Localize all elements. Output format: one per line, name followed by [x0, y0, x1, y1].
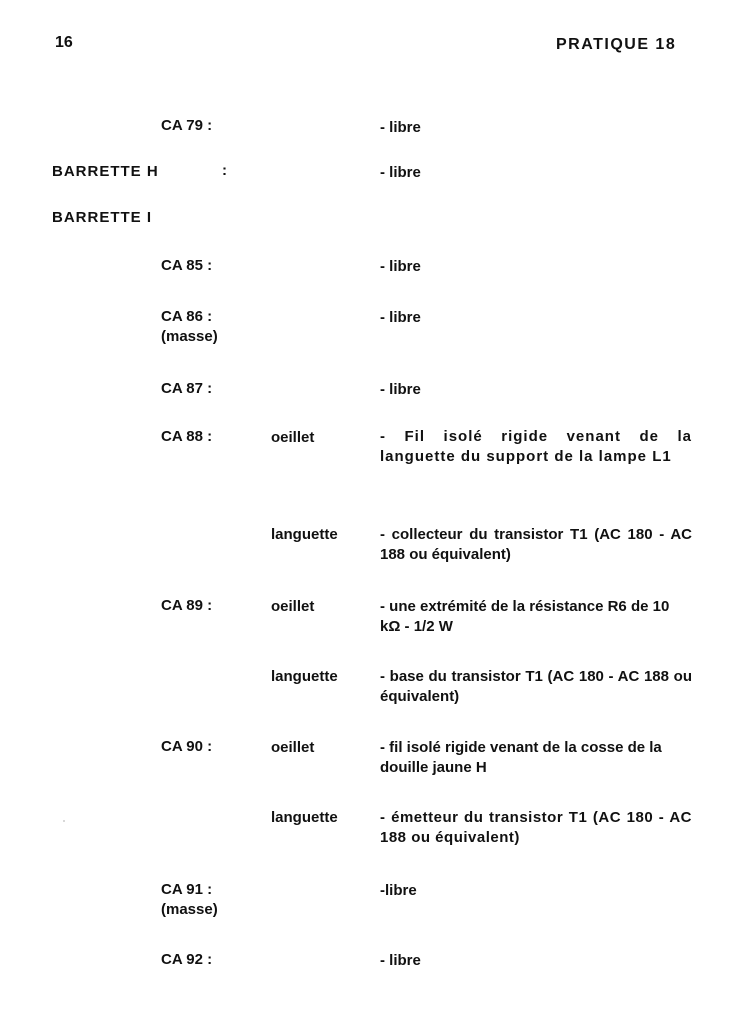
ca91-desc: -libre	[380, 882, 417, 899]
ca89-languette: languette	[271, 668, 338, 685]
ca86-note: (masse)	[161, 328, 218, 345]
ca88-label: CA 88 :	[161, 428, 213, 445]
ca90-languette-desc: - émetteur du transistor T1 (AC 180 - AC 188 ou équivalent)	[380, 809, 692, 846]
page-number: 16	[55, 34, 73, 51]
ca79-label: CA 79 :	[161, 117, 213, 134]
ca92-label: CA 92 :	[161, 951, 213, 968]
ca79-desc: - libre	[380, 119, 421, 136]
ca91-note: (masse)	[161, 901, 218, 918]
ca90-oeillet-desc: - fil isolé rigide venant de la cosse de la douille jaune H	[380, 739, 662, 776]
ca88-languette-desc: - collecteur du transistor T1 (AC 180 - AC 188 ou équivalent)	[380, 526, 692, 563]
ca90-languette: languette	[271, 809, 338, 826]
page-title: PRATIQUE 18	[556, 36, 677, 53]
ca92-desc: - libre	[380, 952, 421, 969]
barrette-h-label: BARRETTE H	[52, 163, 159, 180]
ca90-label: CA 90 :	[161, 738, 213, 755]
barrette-h-desc: - libre	[380, 164, 421, 181]
ca90-oeillet: oeillet	[271, 739, 315, 756]
ca87-label: CA 87 :	[161, 380, 213, 397]
ca89-oeillet-desc: - une extrémité de la résistance R6 de 10 kΩ - 1/2 W	[380, 598, 670, 635]
ca85-desc: - libre	[380, 258, 421, 275]
ca89-languette-desc: - base du transistor T1 (AC 180 - AC 188 ou équivalent)	[380, 668, 692, 705]
ca86-desc: - libre	[380, 309, 421, 326]
ca88-oeillet: oeillet	[271, 429, 315, 446]
ca88-oeillet-desc: - Fil isolé rigide venant de la languette du support de la lampe L1	[380, 428, 692, 465]
ca89-oeillet: oeillet	[271, 598, 315, 615]
scan-speck	[63, 820, 65, 822]
ca85-label: CA 85 :	[161, 257, 213, 274]
ca87-desc: - libre	[380, 381, 421, 398]
ca88-languette: languette	[271, 526, 338, 543]
barrette-h-colon: :	[222, 162, 227, 179]
ca91-label: CA 91 :	[161, 881, 213, 898]
barrette-i-label: BARRETTE I	[52, 209, 152, 226]
ca86-label: CA 86 :	[161, 308, 213, 325]
ca89-label: CA 89 :	[161, 597, 213, 614]
